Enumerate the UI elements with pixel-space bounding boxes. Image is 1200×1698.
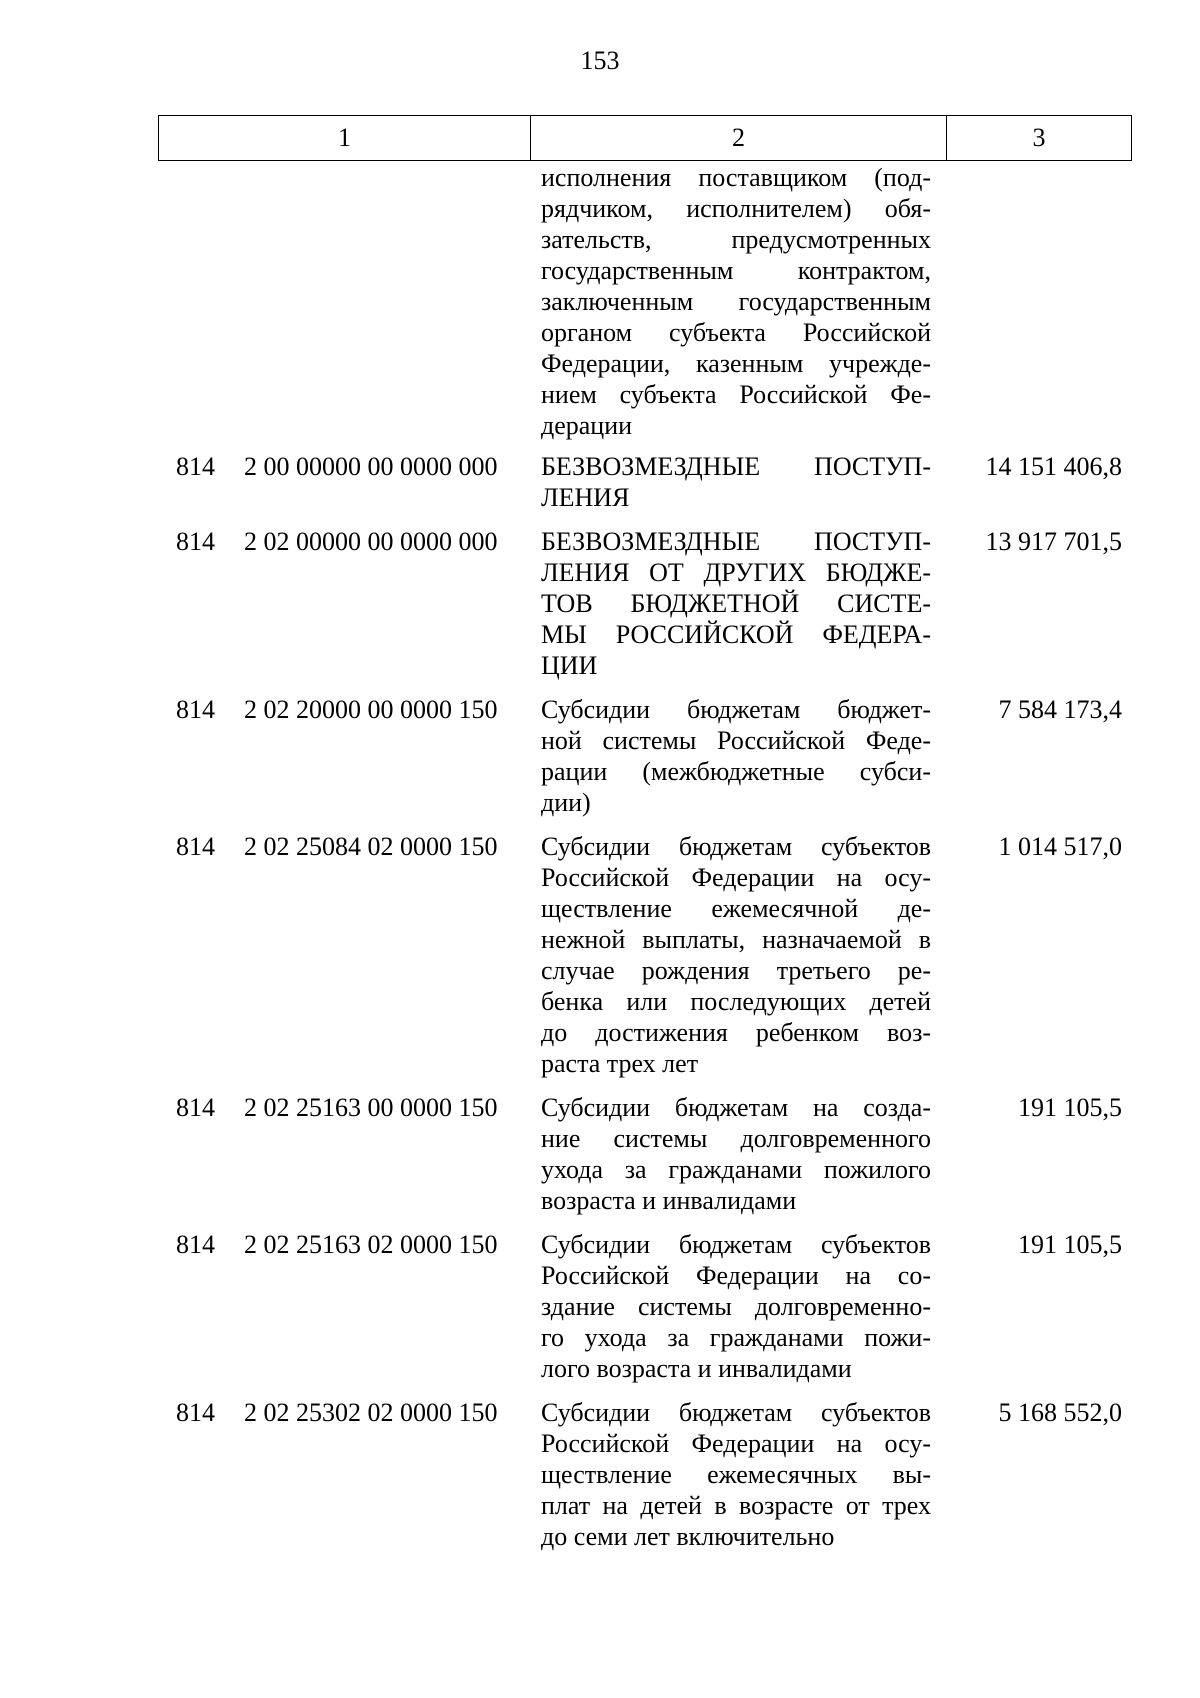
desc-line: дерации bbox=[541, 411, 633, 440]
desc-line: заключенным государственным bbox=[541, 287, 931, 316]
desc-line: исполнения поставщиком (под- bbox=[541, 163, 931, 192]
desc-line: ЦИИ bbox=[541, 651, 598, 680]
desc-line: ществление ежемесячной де- bbox=[541, 894, 931, 923]
desc-line: органом субъекта Российской bbox=[541, 318, 931, 347]
header-col-3: 3 bbox=[1032, 123, 1046, 152]
desc-line: ухода за гражданами пожилого bbox=[541, 1155, 931, 1184]
desc-line: Федерации, казенным учрежде- bbox=[541, 349, 931, 378]
table-header bbox=[158, 115, 1132, 161]
admin-code: 814 bbox=[176, 695, 215, 724]
amount: 191 105,5 bbox=[1018, 1093, 1122, 1122]
table-body bbox=[158, 162, 1132, 1552]
desc-line: лого возраста и инвалидами bbox=[541, 1354, 852, 1383]
budget-code: 2 02 25163 00 0000 150 bbox=[244, 1093, 498, 1122]
desc-line: ние системы долговременного bbox=[541, 1124, 931, 1153]
row-description bbox=[541, 1229, 931, 1384]
continuation-row bbox=[158, 162, 1132, 441]
admin-code: 814 bbox=[176, 1398, 215, 1427]
desc-line: ЛЕНИЯ ОТ ДРУГИХ БЮДЖЕ- bbox=[541, 558, 931, 587]
admin-code: 814 bbox=[176, 832, 215, 861]
row-description bbox=[541, 831, 931, 1079]
header-col-2: 2 bbox=[531, 116, 947, 160]
admin-code: 814 bbox=[176, 527, 215, 556]
amount: 191 105,5 bbox=[1018, 1230, 1122, 1259]
desc-line: раста трех лет bbox=[541, 1049, 699, 1078]
desc-line: го ухода за гражданами пожи- bbox=[541, 1323, 931, 1352]
desc-line: бенка или последующих детей bbox=[541, 987, 931, 1016]
table-row bbox=[158, 831, 1132, 1079]
desc-line: Российской Федерации на со- bbox=[541, 1261, 931, 1290]
desc-line: плат на детей в возрасте от трех bbox=[541, 1491, 931, 1520]
budget-code: 2 02 25084 02 0000 150 bbox=[244, 832, 498, 861]
desc-line: здание системы долговременно- bbox=[541, 1292, 931, 1321]
desc-line: рядчиком, исполнителем) обя- bbox=[541, 194, 931, 223]
admin-code: 814 bbox=[176, 1093, 215, 1122]
budget-code: 2 02 25163 02 0000 150 bbox=[244, 1230, 498, 1259]
desc-line: зательств, предусмотренных bbox=[541, 225, 931, 254]
desc-line: до достижения ребенком воз- bbox=[541, 1018, 931, 1047]
desc-line: государственным контрактом, bbox=[541, 256, 931, 285]
desc-line: ной системы Российской Феде- bbox=[541, 726, 931, 755]
desc-line: Российской Федерации на осу- bbox=[541, 1429, 931, 1458]
page-number: 153 bbox=[580, 46, 620, 75]
budget-code: 2 02 00000 00 0000 000 bbox=[244, 527, 498, 556]
amount: 7 584 173,4 bbox=[998, 695, 1122, 724]
desc-line: рации (межбюджетные субси- bbox=[541, 757, 931, 786]
header-col-1: 1 bbox=[159, 116, 531, 160]
table-row bbox=[158, 1229, 1132, 1384]
admin-code: 814 bbox=[176, 1230, 215, 1259]
budget-code: 2 02 25302 02 0000 150 bbox=[244, 1398, 498, 1427]
amount: 13 917 701,5 bbox=[985, 527, 1122, 556]
row-description bbox=[541, 1397, 931, 1552]
desc-line: БЕЗВОЗМЕЗДНЫЕ ПОСТУП- bbox=[541, 527, 931, 556]
table-row bbox=[158, 526, 1132, 681]
desc-line: Субсидии бюджетам на созда- bbox=[541, 1093, 931, 1122]
desc-line: возраста и инвалидами bbox=[541, 1186, 797, 1215]
desc-line: до семи лет включительно bbox=[541, 1522, 835, 1551]
admin-code: 814 bbox=[176, 452, 215, 481]
row-description bbox=[541, 526, 931, 681]
desc-line: нежной выплаты, назначаемой в bbox=[541, 925, 931, 954]
continuation-description bbox=[541, 162, 931, 441]
desc-line: дии) bbox=[541, 788, 591, 817]
table-row bbox=[158, 1397, 1132, 1552]
desc-line: Субсидии бюджетам субъектов bbox=[541, 1398, 931, 1427]
table-row bbox=[158, 694, 1132, 818]
desc-line: Субсидии бюджетам бюджет- bbox=[541, 695, 931, 724]
desc-line: Субсидии бюджетам субъектов bbox=[541, 1230, 931, 1259]
desc-line: ществление ежемесячных вы- bbox=[541, 1460, 931, 1489]
table-row bbox=[158, 451, 1132, 513]
desc-line: ТОВ БЮДЖЕТНОЙ СИСТЕ- bbox=[541, 589, 931, 618]
desc-line: БЕЗВОЗМЕЗДНЫЕ ПОСТУП- bbox=[541, 452, 931, 481]
amount: 1 014 517,0 bbox=[998, 832, 1122, 861]
desc-line: ЛЕНИЯ bbox=[541, 483, 630, 512]
row-description bbox=[541, 451, 931, 513]
desc-line: случае рождения третьего ре- bbox=[541, 956, 931, 985]
desc-line: МЫ РОССИЙСКОЙ ФЕДЕРА- bbox=[541, 620, 931, 649]
budget-code: 2 02 20000 00 0000 150 bbox=[244, 695, 498, 724]
budget-code: 2 00 00000 00 0000 000 bbox=[244, 452, 498, 481]
desc-line: Российской Федерации на осу- bbox=[541, 863, 931, 892]
amount: 14 151 406,8 bbox=[985, 452, 1122, 481]
desc-line: Субсидии бюджетам субъектов bbox=[541, 832, 931, 861]
desc-line: нием субъекта Российской Фе- bbox=[541, 380, 931, 409]
table-row bbox=[158, 1092, 1132, 1216]
amount: 5 168 552,0 bbox=[998, 1398, 1122, 1427]
row-description bbox=[541, 1092, 931, 1216]
row-description bbox=[541, 694, 931, 818]
